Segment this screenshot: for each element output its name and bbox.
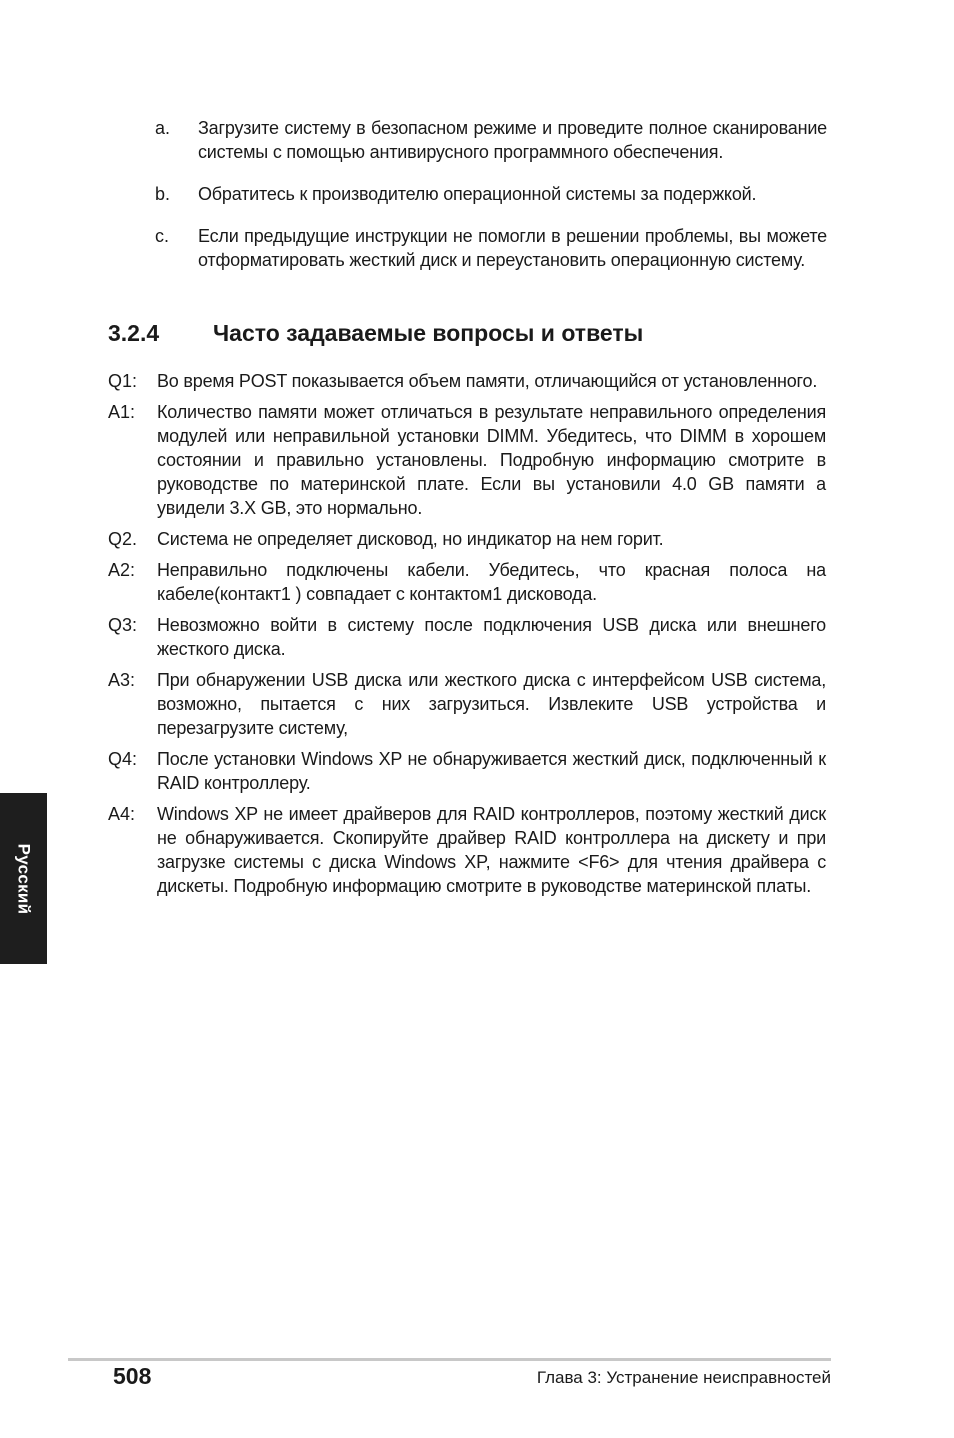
section-heading — [108, 318, 828, 348]
step-text: Обратитесь к производителю операционной системы за подержкой. — [198, 184, 757, 204]
footer-chapter-title: Глава 3: Устранение неисправностей — [536, 1368, 831, 1387]
section-number: 3.2.4 — [108, 320, 160, 346]
faq-answer — [108, 558, 826, 606]
page-number: 508 — [113, 1363, 152, 1389]
faq-label: Q3: — [108, 615, 138, 635]
step-text: Загрузите систему в безопасном режиме и проведите полное сканирование системы с помощью антивирусного программного обеспечения. — [198, 118, 827, 162]
faq-text: При обнаружении USB диска или жесткого диска с интерфейсом USB система, возможно, пытается с них загрузиться. Извлеките USB устройства и перезагрузите систему, — [157, 670, 826, 738]
step-item — [155, 182, 827, 206]
faq-text: Система не определяет дисковод, но индикатор на нем горит. — [157, 529, 664, 549]
step-item — [155, 224, 827, 272]
faq-text: Количество памяти может отличаться в результате неправильного определения модулей или неправильной установки DIMM. Убедитесь, что DIMM в хорошем состоянии и правильно установлены. Подробную информацию смотрите в руководстве по материнской плате. Если вы установили 4.0 GB памяти а увидели 3.X GB, это нормально. — [157, 402, 826, 518]
faq-label: A2: — [108, 560, 136, 580]
step-item — [155, 116, 827, 164]
faq-question — [108, 369, 826, 393]
troubleshooting-steps — [155, 116, 827, 290]
language-side-tab — [0, 793, 47, 964]
step-letter: a. — [155, 118, 171, 138]
faq-label: Q4: — [108, 749, 138, 769]
faq-list — [108, 369, 826, 905]
faq-label: Q1: — [108, 371, 138, 391]
footer-divider — [68, 1358, 831, 1361]
step-text: Если предыдущие инструкции не помогли в решении проблемы, вы можете отформатировать жесткий диск и переустановить операционную систему. — [198, 226, 827, 270]
section-title: Часто задаваемые вопросы и ответы — [213, 320, 644, 346]
faq-label: A3: — [108, 670, 136, 690]
step-letter: b. — [155, 184, 171, 204]
faq-text: Невозможно войти в систему после подключения USB диска или внешнего жесткого диска. — [157, 615, 826, 659]
faq-question — [108, 747, 826, 795]
faq-label: A1: — [108, 402, 136, 422]
faq-question — [108, 527, 826, 551]
faq-label: Q2. — [108, 529, 138, 549]
faq-text: Windows XP не имеет драйверов для RAID контроллеров, поэтому жесткий диск не обнаруживается. Скопируйте драйвер RAID контроллера на дискету и при загрузке системы с диска Windows XP, нажмите <F6> для чтения драйвера с дискеты. Подробную информацию смотрите в руководстве материнской платы. — [157, 804, 826, 896]
faq-text: Во время POST показывается объем памяти, отличающийся от установленного. — [157, 371, 818, 391]
faq-question — [108, 613, 826, 661]
faq-answer — [108, 802, 826, 898]
step-letter: c. — [155, 226, 170, 246]
language-label: Русский — [14, 843, 34, 914]
faq-answer — [108, 400, 826, 520]
faq-text: После установки Windows XP не обнаруживается жесткий диск, подключенный к RAID контроллеру. — [157, 749, 826, 793]
faq-answer — [108, 668, 826, 740]
faq-text: Неправильно подключены кабели. Убедитесь, что красная полоса на кабеле(контакт1 ) совпадает с контактом1 дисковода. — [157, 560, 826, 604]
faq-label: A4: — [108, 804, 136, 824]
